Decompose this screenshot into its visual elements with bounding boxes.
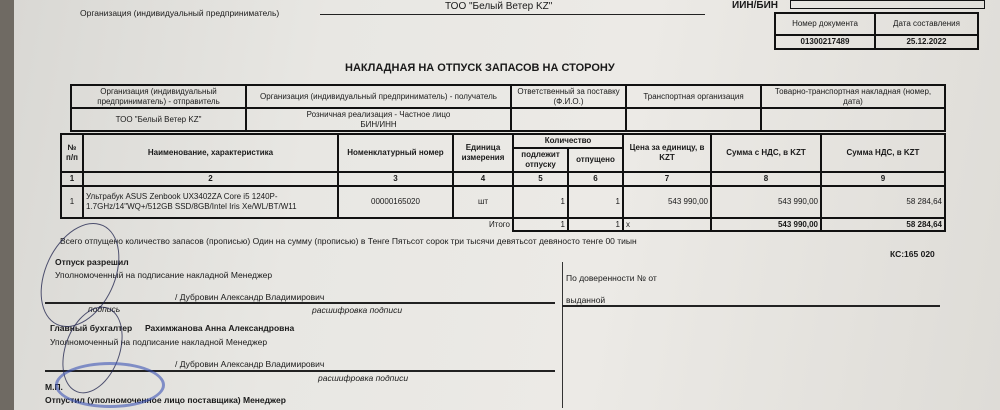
sign-label: подпись (88, 304, 121, 314)
receiver-id: БИН/ИНН (360, 119, 397, 129)
total-vat: 58 284,64 (821, 218, 945, 232)
authorized-label-2: Уполномоченный на подписание накладной Менеджер (50, 337, 268, 347)
col-number: 9 (821, 172, 945, 186)
authorized-label-1: Уполномоченный на подписание накладной Менеджер (55, 270, 273, 280)
col-number: 4 (453, 172, 513, 186)
document-title: НАКЛАДНАЯ НА ОТПУСК ЗАПАСОВ НА СТОРОНУ (345, 62, 615, 74)
row-vat: 58 284,64 (821, 186, 945, 218)
doc-number-label: Номер документа (775, 13, 875, 35)
decode-label-1: расшифровка подписи (312, 305, 403, 315)
stamp-place-label: М.П. (45, 382, 63, 392)
col-number: 3 (338, 172, 453, 186)
signer-name-1: / Дубровин Александр Владимирович (175, 292, 325, 302)
iin-label: ИИН/БИН (732, 0, 778, 11)
table-row (61, 186, 945, 218)
section-divider (562, 262, 563, 408)
row-num: 1 (61, 186, 83, 218)
responsible-value (511, 108, 626, 131)
responsible-header: Ответственный за поставку (Ф.И.О.) (511, 85, 626, 108)
col-number: 8 (711, 172, 821, 186)
col-qty-released-header: отпущено (568, 148, 623, 172)
doc-number-table (774, 12, 979, 50)
ks-code: КС:165 020 (890, 249, 935, 259)
col-name-header: Наименование, характеристика (83, 134, 338, 172)
org-name: ТОО "Белый Ветер KZ" (445, 1, 553, 12)
sender-header: Организация (индивидуальный предприниматель) - отправитель (71, 85, 246, 108)
waybill-value (761, 108, 945, 131)
decode-label-2: расшифровка подписи (318, 373, 409, 383)
waybill-header: Товарно-транспортная накладная (номер, дата) (761, 85, 945, 108)
col-number: 7 (623, 172, 711, 186)
col-qty-due-header: подлежит отпуску (513, 148, 568, 172)
total-label: Итого (489, 220, 510, 230)
receiver-cell (246, 108, 511, 131)
col-price-header: Цена за единицу, в KZT (623, 134, 711, 172)
total-qty-released: 1 (568, 218, 623, 232)
total-qty-due: 1 (513, 218, 568, 232)
power-of-attorney-label: По доверенности № от (566, 273, 657, 283)
issued-label: выданной (566, 295, 606, 305)
col-number: 5 (513, 172, 568, 186)
row-name: Ультрабук ASUS Zenbook UX3402ZA Core i5 1240P-1.7GHz/14"WQ+/512GB SSD/8GB/Intel Iris Xe/WL/BT/W11 (83, 186, 338, 218)
total-price: х (623, 218, 711, 232)
col-vat-header: Сумма НДС, в KZT (821, 134, 945, 172)
row-nomen: 00000165020 (338, 186, 453, 218)
col-qty-header: Количество (513, 134, 623, 148)
total-row (61, 218, 945, 232)
col-number: 1 (61, 172, 83, 186)
transport-value (626, 108, 761, 131)
row-qty-released: 1 (568, 186, 623, 218)
row-price: 543 990,00 (623, 186, 711, 218)
chief-accountant-name: Рахимжанова Анна Александровна (145, 323, 295, 333)
iin-box (790, 0, 985, 9)
transport-header: Транспортная организация (626, 85, 761, 108)
issued-line (562, 305, 940, 307)
row-qty-due: 1 (513, 186, 568, 218)
release-allowed-label: Отпуск разрешил (55, 257, 129, 267)
company-stamp (55, 362, 165, 408)
column-numbers-row (61, 172, 945, 186)
col-number: 6 (568, 172, 623, 186)
row-sum-vat: 543 990,00 (711, 186, 821, 218)
col-unit-header: Единица измерения (453, 134, 513, 172)
col-num-header: № п/п (61, 134, 83, 172)
doc-date: 25.12.2022 (875, 35, 978, 49)
summary-text: Всего отпущено количество запасов (прописью) Один на сумму (прописью) в Тенге Пятьсот сорок три тысячи девятьсот девяносто тенге 00 тиын (60, 236, 637, 246)
chief-accountant-label: Главный бухгалтер (50, 323, 133, 333)
parties-table (70, 84, 946, 132)
col-nomen-header: Номенклатурный номер (338, 134, 453, 172)
items-table (60, 133, 946, 232)
sender-value: ТОО "Белый Ветер KZ" (71, 108, 246, 131)
signature-line-1 (45, 302, 555, 304)
total-sum-vat: 543 990,00 (711, 218, 821, 232)
receiver-header: Организация (индивидуальный предприниматель) - получатель (246, 85, 511, 108)
receiver-value: Розничная реализация - Частное лицо (306, 110, 451, 120)
row-unit: шт (453, 186, 513, 218)
doc-number: 01300217489 (775, 35, 875, 49)
org-label: Организация (индивидуальный предприниматель) (80, 8, 280, 18)
org-underline (320, 14, 705, 15)
signer-name-2: / Дубровин Александр Владимирович (175, 359, 325, 369)
col-sumvat-header: Сумма с НДС, в KZT (711, 134, 821, 172)
col-number: 2 (83, 172, 338, 186)
released-by-label: Отпустил (уполномоченное лицо поставщика) Менеджер (45, 395, 286, 405)
doc-date-label: Дата составления (875, 13, 978, 35)
